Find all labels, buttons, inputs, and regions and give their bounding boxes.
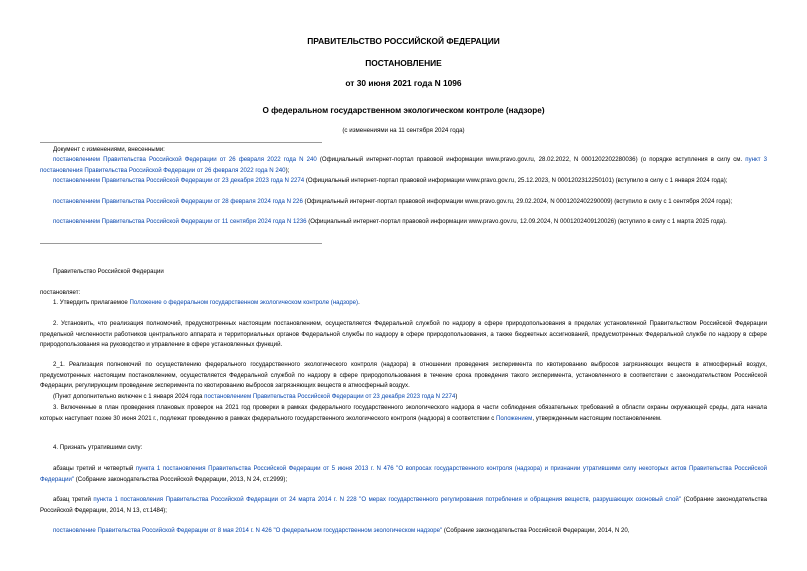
issuer-line: Правительство Российской Федерации (53, 268, 164, 275)
paragraph-3: 3. Включенные в план проведения плановых проверок на 2021 год проверки в рамках федерального государственного экологического надзора в части соблюдения обязательных требований в области охраны окружающей среды, дата начала которых наступает позже 30 июня 2021 г., подлежат проведению в рамках федерального государственного экологического контроля (надзора) в соответствии с Положением, утвержденным настоящим постановлением. (40, 404, 767, 422)
paragraph-1: 1. Утвердить прилагаемое Положение о федеральном государственном экологическом контроле (надзоре). (53, 299, 360, 306)
document-date: от 30 июня 2021 года N 1096 (345, 78, 462, 88)
paragraph-4: 4. Признать утратившими силу: (53, 444, 143, 451)
paragraph-2-1-note: (Пункт дополнительно включен с 1 января 2024 года постановлением Правительства Российской Федерации от 23 декабря 2023 года N 2274) (53, 393, 458, 400)
amendment-link[interactable]: постановлением Правительства Российской Федерации от 23 декабря 2023 года N 2274 (53, 177, 305, 184)
amendment-text: (Официальный интернет-портал правовой информации www.pravo.gov.ru, 28.02.2022, N 0001202202280036) (о порядке вступления в силу см. (316, 156, 746, 163)
amendment-item (40, 155, 767, 176)
regulation-short-link[interactable]: Положением (495, 414, 533, 422)
amendments-bottom-rule (40, 243, 322, 244)
amendment-item (40, 217, 767, 228)
amendment-text: (Официальный интернет-портал правовой информации www.pravo.gov.ru, 12.09.2024, N 0001202409120026) (вступило в силу с 1 марта 2025 года). (306, 218, 727, 225)
amendment-link[interactable]: постановлением Правительства Российской Федерации от 26 февраля 2022 года N 240 (53, 156, 317, 163)
paragraph-4b: абзац третий пункта 1 постановления Правительства Российской Федерации от 24 марта 2014 г. N 228 "О мерах государственного регулирования потребления и обращения веществ, разрушающих озоновый слой" (Собрание законодательства Российской Федерации, 2014, N 13, ст.1484); (40, 496, 768, 514)
paragraph-4c: постановление Правительства Российской Федерации от 8 мая 2014 г. N 426 "О федеральном государственном экологическом надзоре" (Собрание законодательства Российской Федерации, 2014, N 20, (53, 527, 630, 534)
amendments-top-rule (40, 142, 322, 143)
amendment-text: (Официальный интернет-портал правовой информации www.pravo.gov.ru, 29.02.2024, N 0001202402290009) (вступило в силу с 1 сентября 2024 года); (302, 198, 733, 205)
amendment-link[interactable]: постановлением Правительства Российской Федерации от 11 сентября 2024 года N 1236 (53, 218, 307, 225)
note-link[interactable]: постановлением Правительства Российской Федерации от 23 декабря 2023 года N 2274 (204, 393, 456, 400)
resolves-line: постановляет: (40, 289, 81, 296)
document-type: ПОСТАНОВЛЕНИЕ (365, 58, 442, 68)
paragraph-2-1: 2_1. Реализация полномочий по осуществлению федерального государственного экологического контроля (надзора) в отношении проведения эксперимента по квотированию выбросов загрязняющих веществ в атмосферный воздух, предусмотренных настоящим постановлением, осуществляется Федеральной службой по надзору в сфере природопользования в течение срока проведения такого эксперимента, установленного в соответствии с законодательством Российской Федерации, регулирующим проведение эксперимента по квотированию выбросов загрязняющих веществ в атмосферный воздух. (40, 361, 767, 389)
document-title: О федеральном государственном экологическом контроле (надзоре) (262, 106, 545, 115)
paragraph-2: 2. Установить, что реализация полномочий, предусмотренных настоящим постановлением, осуществляется Федеральной службой по надзору в сфере природопользования в пределах установленной Правительством Российской Федерации предельной численности работников центрального аппарата и территориальных органов Федеральной службы по надзору в сфере природопользования, а также бюджетных ассигнований, предусмотренных Федеральной службе по надзору в сфере природопользования на руководство и управление в сфере установленных функций. (40, 320, 767, 348)
amendment-item (40, 197, 767, 208)
amendment-text-end: ); (285, 166, 290, 174)
revision-note: (с изменениями на 11 сентября 2024 года) (342, 127, 465, 134)
amendment-link[interactable]: постановлением Правительства Российской Федерации от 28 февраля 2024 года N 226 (53, 198, 303, 205)
regulation-link[interactable]: Положение о федеральном государственном экологическом контроле (надзоре) (129, 299, 359, 306)
paragraph-4a: абзацы третий и четвертый пункта 1 постановления Правительства Российской Федерации от 5 июня 2013 г. N 476 "О вопросах государственного контроля (надзора) и признании утратившими силу некоторых актов Правительства Российской Федерации" (Собрание законодательства Российской Федерации, 2013, N 24, ст.2999); (40, 465, 768, 483)
amendment-item (40, 176, 767, 187)
amendment-effective-link[interactable]: пункт 3 постановления Правительства Российской Федерации от 26 февраля 2022 года N 240 (40, 156, 767, 174)
repealed-act-link[interactable]: пункта 1 постановления Правительства Российской Федерации от 5 июня 2013 г. N 476 "О вопросах государственного контроля (надзора) и признании утратившими силу некоторых актов Правительства Российской Федерации" (40, 465, 768, 483)
repealed-act-link[interactable]: постановление Правительства Российской Федерации от 8 мая 2014 г. N 426 "О федеральном государственном экологическом надзоре" (53, 527, 443, 534)
amendments-heading: Документ с изменениями, внесенными: (53, 146, 165, 153)
repealed-act-link[interactable]: пункта 1 постановления Правительства Российской Федерации от 24 марта 2014 г. N 228 "О мерах государственного регулирования потребления и обращения веществ, разрушающих озоновый слой" (93, 496, 681, 503)
amendment-text: (Официальный интернет-портал правовой информации www.pravo.gov.ru, 25.12.2023, N 0001202312250101) (вступило в силу с 1 января 2024 года); (304, 177, 728, 184)
government-heading: ПРАВИТЕЛЬСТВО РОССИЙСКОЙ ФЕДЕРАЦИИ (307, 36, 500, 46)
